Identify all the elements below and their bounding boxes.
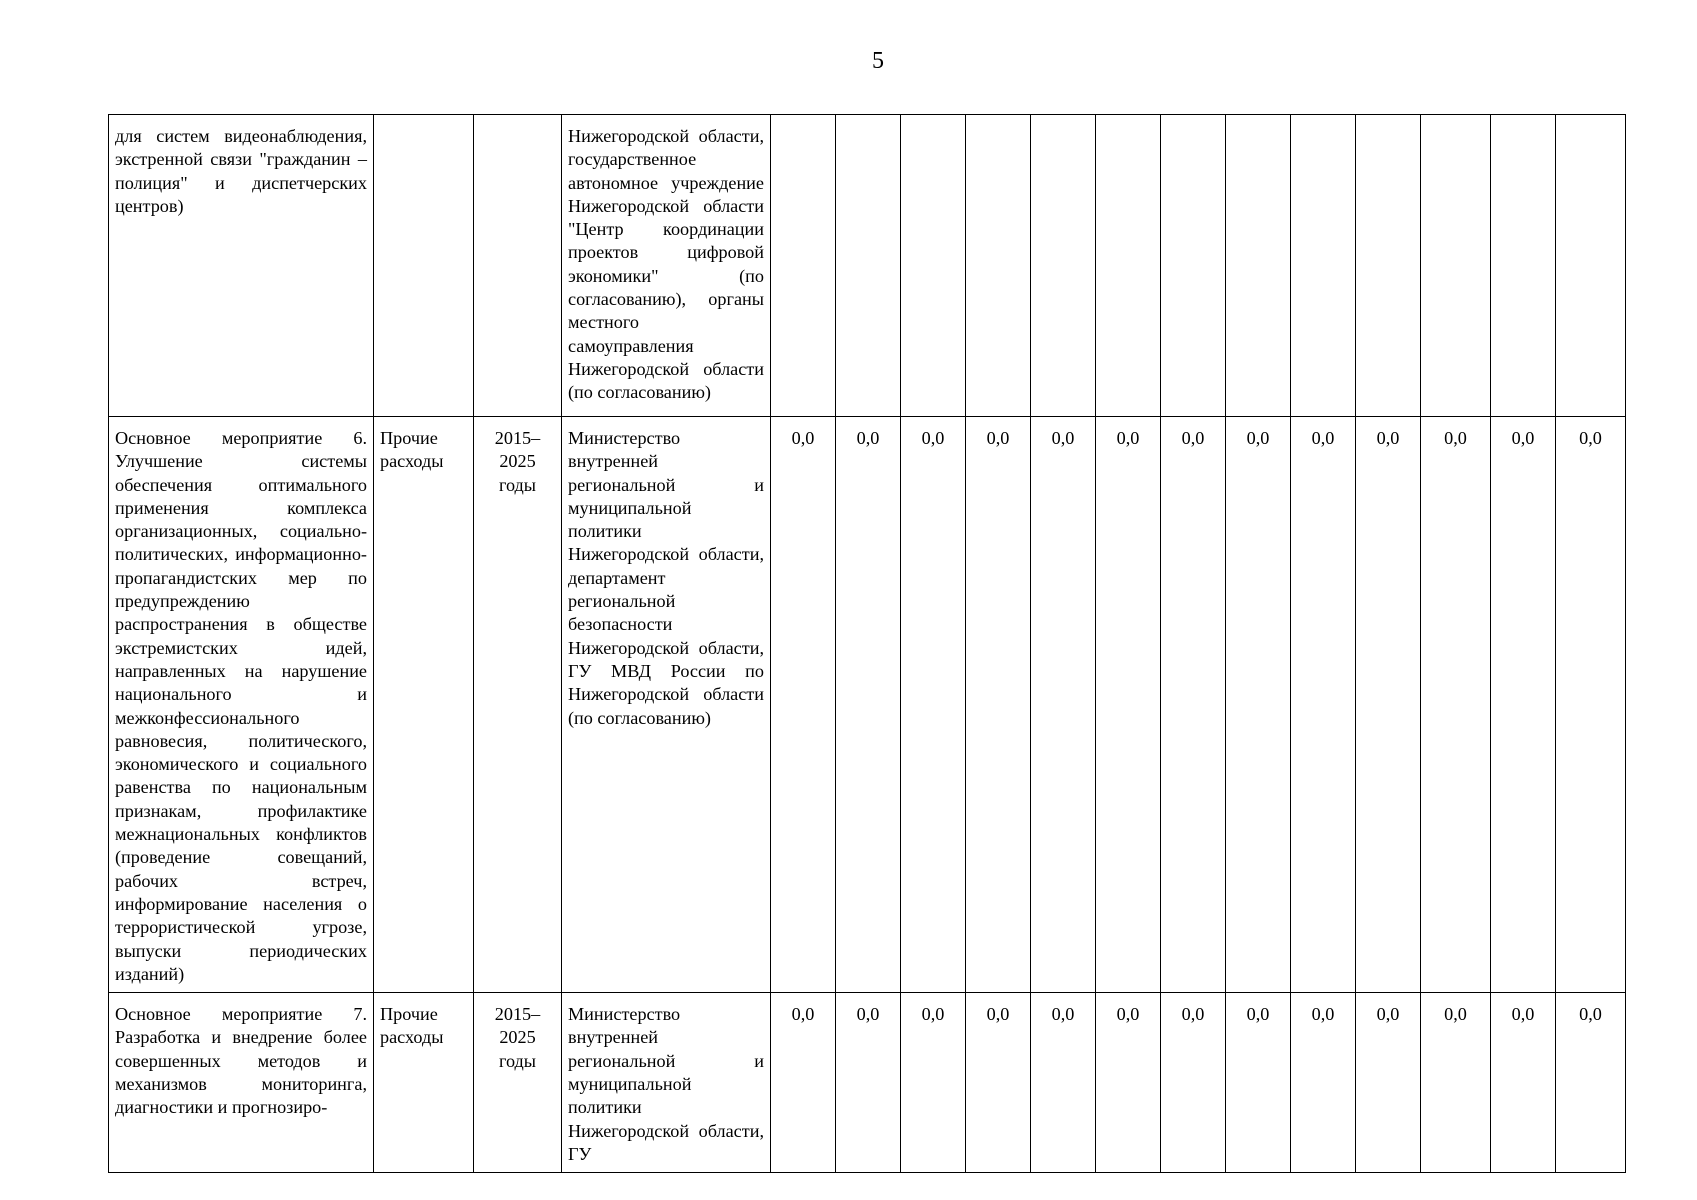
table-row	[109, 993, 1626, 1173]
page-number: 5	[872, 48, 884, 74]
funding-value-cell	[771, 115, 836, 417]
funding-value-cell	[1491, 115, 1556, 417]
funding-value-cell	[1031, 115, 1096, 417]
funding-value-cell: 0,0	[1226, 993, 1291, 1173]
funding-value-cell	[1556, 115, 1626, 417]
funding-value-cell: 0,0	[1096, 417, 1161, 993]
funding-value-cell: 0,0	[1556, 417, 1626, 993]
funding-value-cell: 0,0	[771, 993, 836, 1173]
table-row	[109, 417, 1626, 993]
funding-value-cell: 0,0	[1031, 417, 1096, 993]
funding-value-cell: 0,0	[1291, 993, 1356, 1173]
executors-cell: Министерство внутренней региональной и муниципальной политики Нижегородской области, департамент региональной безопасности Нижегородской области, ГУ МВД России по Нижегородской области (по согласованию)	[562, 417, 771, 993]
funding-value-cell: 0,0	[1421, 993, 1491, 1173]
funding-value-cell: 0,0	[1291, 417, 1356, 993]
funding-value-cell: 0,0	[1096, 993, 1161, 1173]
table-row	[109, 115, 1626, 417]
activity-description-cell: Основное мероприятие 6. Улучшение системы обеспечения оптимального применения комплекса организационных, социально-политических, информационно-пропагандистских мер по предупреждению распространения в обществе экстремистских идей, направленных на нарушение национального и межконфессионального равновесия, политического, экономического и социального равенства по национальным признакам, профилактике межнациональных конфликтов (проведение совещаний, рабочих встреч, информирование населения о террористической угрозе, выпуски периодических изданий)	[109, 417, 374, 993]
funding-value-cell	[1291, 115, 1356, 417]
period-cell: 2015–2025 годы	[474, 993, 562, 1173]
executors-cell: Министерство внутренней региональной и муниципальной политики Нижегородской области, ГУ	[562, 993, 771, 1173]
funding-value-cell: 0,0	[966, 417, 1031, 993]
funding-value-cell	[966, 115, 1031, 417]
program-activities-table	[108, 114, 1626, 1173]
funding-value-cell: 0,0	[1356, 993, 1421, 1173]
funding-value-cell: 0,0	[1031, 993, 1096, 1173]
expense-type-cell: Прочие расходы	[374, 417, 474, 993]
funding-value-cell	[1356, 115, 1421, 417]
expense-type-cell	[374, 115, 474, 417]
funding-value-cell: 0,0	[1421, 417, 1491, 993]
table-body	[109, 115, 1626, 1173]
funding-value-cell: 0,0	[836, 993, 901, 1173]
funding-value-cell	[1421, 115, 1491, 417]
activity-description-cell: для систем видеонаблюдения, экстренной связи "гражданин – полиция" и диспетчерских центров)	[109, 115, 374, 417]
funding-value-cell: 0,0	[771, 417, 836, 993]
funding-value-cell: 0,0	[1491, 993, 1556, 1173]
period-cell	[474, 115, 562, 417]
funding-value-cell	[901, 115, 966, 417]
executors-cell: Нижегородской области, государственное автономное учреждение Нижегородской области "Центр координации проектов цифровой экономики" (по согласованию), органы местного самоуправления Нижегородской области (по согласованию)	[562, 115, 771, 417]
funding-value-cell: 0,0	[836, 417, 901, 993]
expense-type-cell: Прочие расходы	[374, 993, 474, 1173]
period-cell: 2015–2025 годы	[474, 417, 562, 993]
funding-value-cell	[1096, 115, 1161, 417]
funding-value-cell: 0,0	[1556, 993, 1626, 1173]
funding-value-cell: 0,0	[901, 417, 966, 993]
activity-description-cell: Основное мероприятие 7. Разработка и внедрение более совершенных методов и механизмов мониторинга, диагностики и прогнозиро-	[109, 993, 374, 1173]
funding-value-cell	[1161, 115, 1226, 417]
funding-value-cell: 0,0	[1491, 417, 1556, 993]
funding-value-cell: 0,0	[1356, 417, 1421, 993]
funding-value-cell: 0,0	[1161, 993, 1226, 1173]
funding-value-cell: 0,0	[966, 993, 1031, 1173]
funding-value-cell	[1226, 115, 1291, 417]
funding-value-cell: 0,0	[1226, 417, 1291, 993]
funding-value-cell: 0,0	[901, 993, 966, 1173]
funding-value-cell	[836, 115, 901, 417]
funding-value-cell: 0,0	[1161, 417, 1226, 993]
